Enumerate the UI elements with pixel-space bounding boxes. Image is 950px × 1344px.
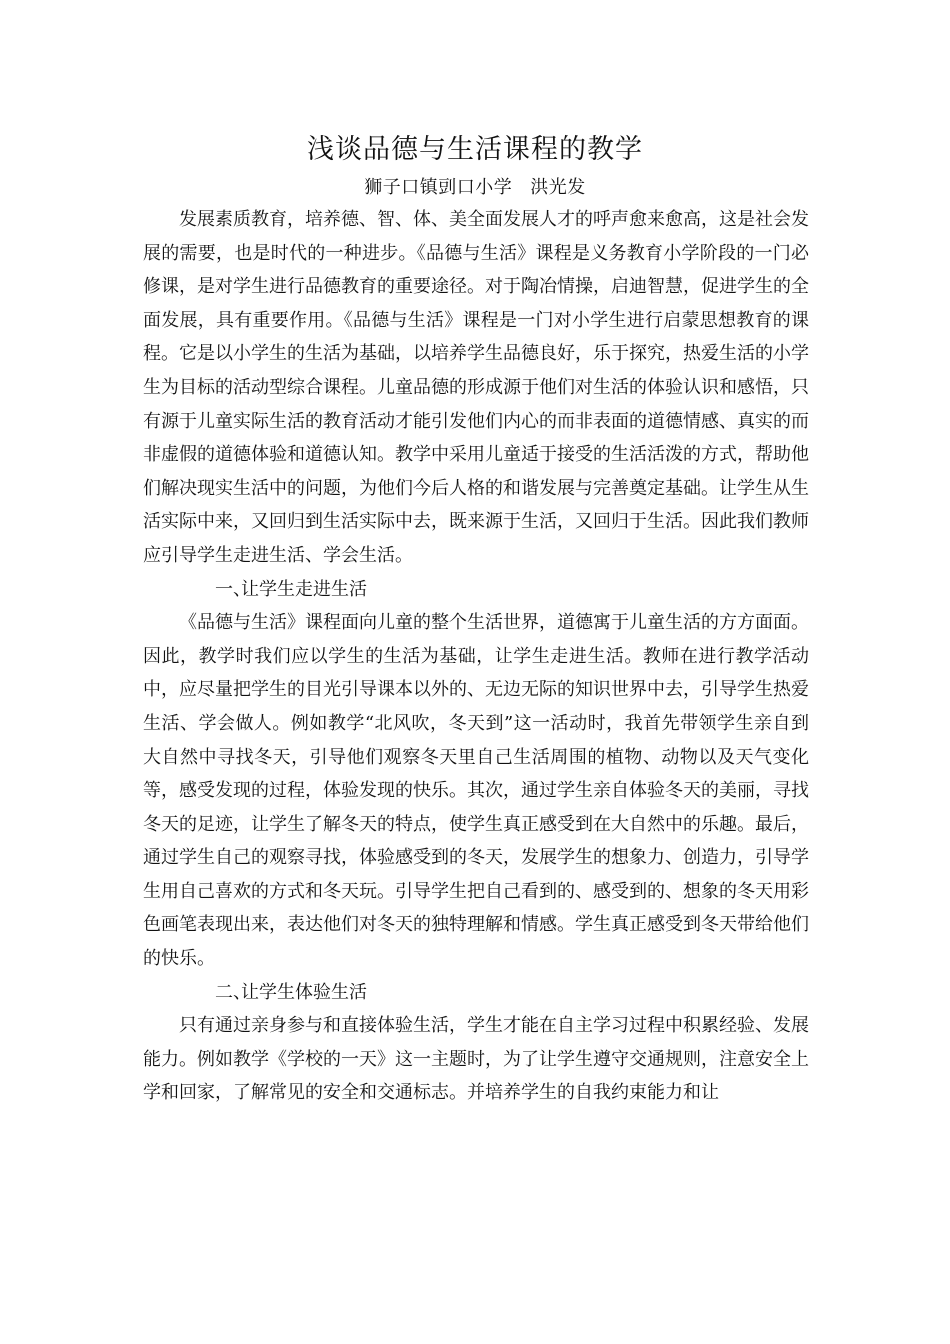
document-title: 浅谈品德与生活课程的教学	[307, 134, 643, 165]
intro-paragraph: 发展素质教育，培养德、智、体、美全面发展人才的呼声愈来愈高，这是社会发展的需要，也是时代的一种进步。《品德与生活》课程是义务教育小学阶段的一门必修课，是对学生进行品德教育的重要途径。对于陶冶情操，启迪智慧，促进学生的全面发展，具有重要作用。《品德与生活》课程是一门对小学生进行启蒙思想教育的课程。它是以小学生的生活为基础，以培养学生品德良好，乐于探究，热爱生活的小学生为目标的活动型综合课程。儿童品德的形成源于他们对生活的体验认识和感悟，只有源于儿童实际生活的教育活动才能引发他们内心的而非表面的道德情感、真实的而非虚假的道德体验和道德认知。教学中采用儿童适于接受的生活活泼的方式，帮助他们解决现实生活中的问题，为他们今后人格的和谐发展与完善奠定基础。让学生从生活实际中来，又回归到生活实际中去，既来源于生活，又回归于生活。因此我们教师应引导学生走进生活、学会生活。	[143, 209, 809, 566]
section-2-paragraph: 只有通过亲身参与和直接体验生活，学生才能在自主学习过程中积累经验、发展能力。例如教学《学校的一天》这一主题时，为了让学生遵守交通规则，注意安全上学和回家，了解常见的安全和交通标志。并培养学生的自我约束能力和让	[143, 1015, 809, 1104]
author-name: 洪光发	[530, 177, 586, 198]
section-heading-1-number: 一、	[215, 578, 251, 600]
section-heading-2-text: 让学生体验生活	[241, 981, 367, 1003]
author-school: 狮子口镇剅口小学	[364, 177, 513, 198]
section-1-paragraph: 《品德与生活》课程面向儿童的整个生活世界，道德寓于儿童生活的方方面面。因此，教学时我们应以学生的生活为基础，让学生走进生活。教师在进行教学活动中，应尽量把学生的目光引导课本以外的、无边无际的知识世界中去，引导学生热爱生活、学会做人。例如教学“北风吹，冬天到”这一活动时，我首先带领学生亲自到大自然中寻找冬天，引导他们观察冬天里自己生活周围的植物、动物以及天气变化等，感受发现的过程，体验发现的快乐。其次，通过学生亲自体验冬天的美丽，寻找冬天的足迹，让学生了解冬天的特点，使学生真正感受到在大自然中的乐趣。最后，通过学生自己的观察寻找，体验感受到的冬天，发展学生的想象力、创造力，引导学生用自己喜欢的方式和冬天玩。引导学生把自己看到的、感受到的、想象的冬天用彩色画笔表现出来，表达他们对冬天的独特理解和情感。学生真正感受到冬天带给他们的快乐。	[143, 612, 809, 970]
document-body	[143, 203, 809, 1110]
section-heading-2-number: 二、	[215, 981, 251, 1003]
section-heading-1-text: 让学生走进生活	[241, 578, 367, 600]
section-heading-1	[143, 573, 809, 607]
section-heading-2	[143, 976, 809, 1010]
author-line	[0, 174, 950, 202]
